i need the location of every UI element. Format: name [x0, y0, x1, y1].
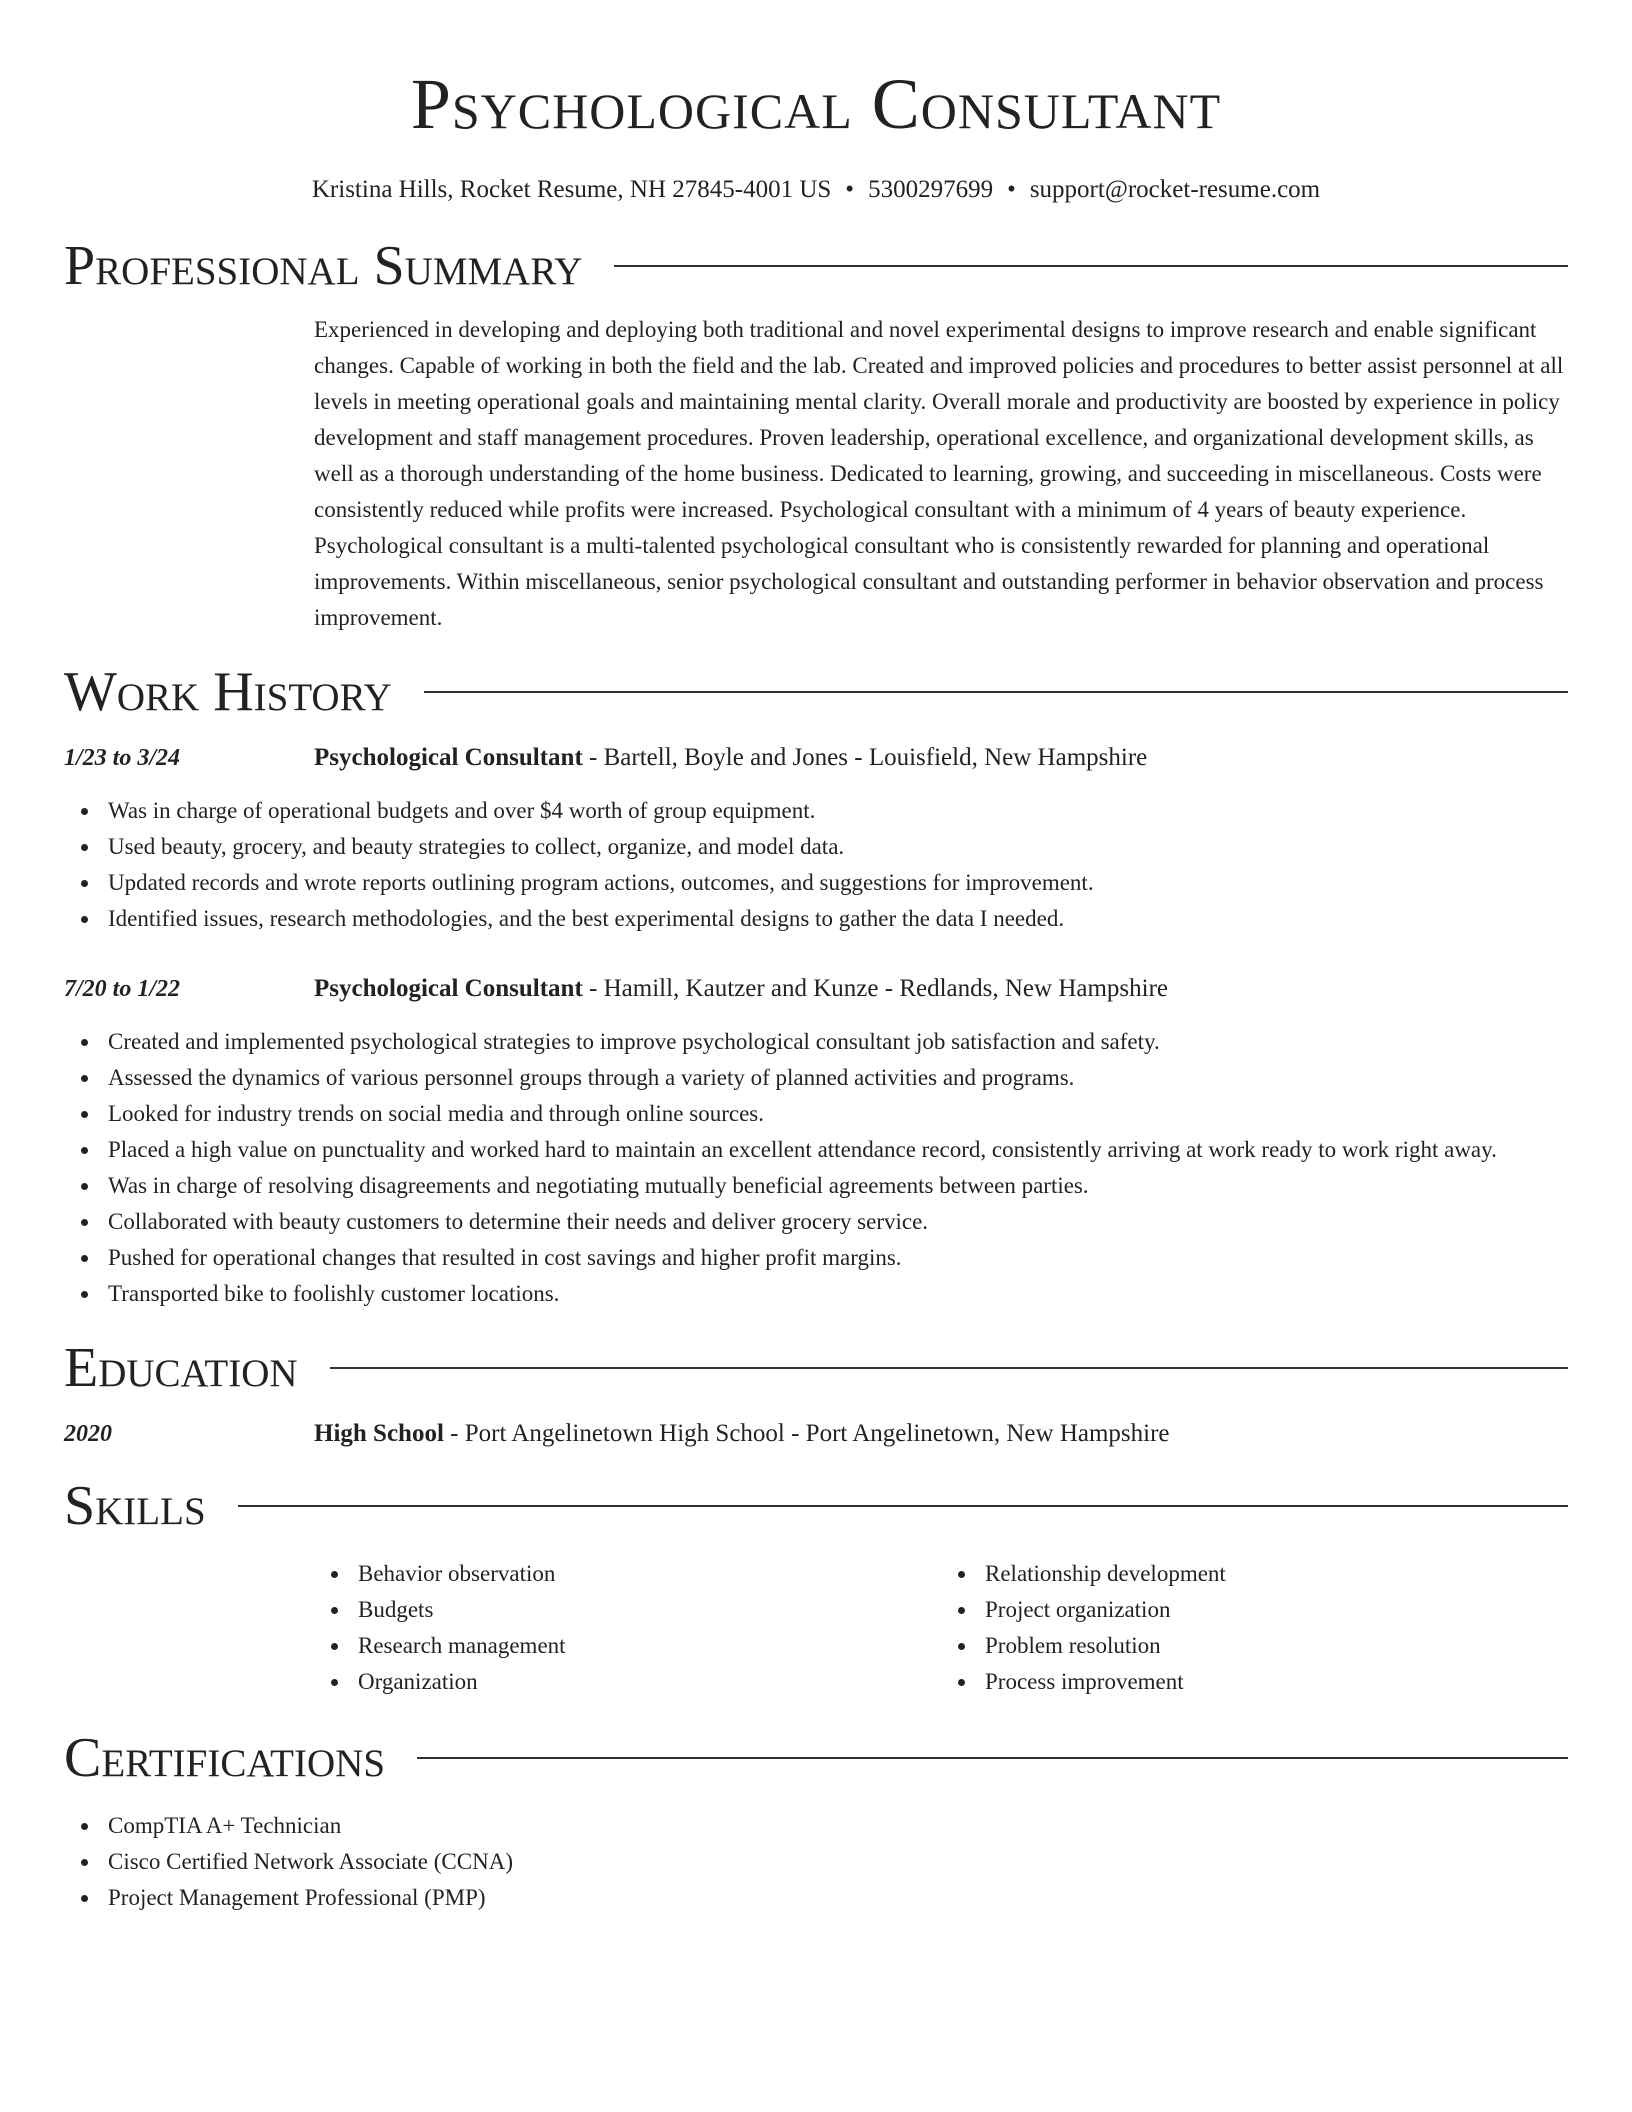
education-section-header: [64, 1332, 1568, 1404]
contact-address: Kristina Hills, Rocket Resume, NH 27845-4001 US: [311, 176, 832, 203]
job-dates: 1/23 to 3/24: [64, 745, 181, 771]
job-bullets: [64, 793, 1568, 937]
skills-column-right: [941, 1556, 1568, 1700]
job-details: - Bartell, Boyle and Jones - Louisfield, New Hampshire: [582, 744, 1148, 771]
certifications-list: [64, 1808, 1568, 1916]
list-item: Assessed the dynamics of various personnel groups through a variety of planned activities and programs.: [108, 1060, 1568, 1096]
education-section-title: Education: [64, 1337, 298, 1399]
section-divider: [417, 1757, 1568, 1759]
job-role: Psychological Consultant: [314, 744, 583, 771]
skill-item: Research management: [358, 1628, 941, 1664]
job-role: Psychological Consultant: [314, 975, 583, 1002]
summary-text: Experienced in developing and deploying both traditional and novel experimental designs to improve research and enable significant changes. Capable of working in both the field and the lab. Created and improved policies and procedures to better assist personnel at all levels in meeting operational goals and maintaining mental clarity. Overall morale and productivity are boosted by experience in policy development and staff management procedures. Proven leadership, operational excellence, and organizational development skills, as well as a thorough understanding of the home business. Dedicated to learning, growing, and succeeding in miscellaneous. Costs were consistently reduced while profits were increased. Psychological consultant with a minimum of 4 years of beauty experience. Psychological consultant is a multi-talented psychological consultant who is consistently rewarded for planning and operational improvements. Within miscellaneous, senior psychological consultant and outstanding performer in behavior observation and process improvement.: [314, 317, 1564, 630]
work-section-header: [64, 656, 1568, 728]
contact-line: [64, 174, 1568, 206]
skills-grid: [314, 1556, 1568, 1700]
job-details: - Hamill, Kautzer and Kunze - Redlands, New Hampshire: [582, 975, 1169, 1002]
education-degree: High School: [314, 1420, 444, 1447]
list-item: Created and implemented psychological strategies to improve psychological consultant job satisfaction and safety.: [108, 1024, 1568, 1060]
list-item: Collaborated with beauty customers to determine their needs and deliver grocery service.: [108, 1204, 1568, 1240]
candidate-name: Psychological Consultant: [410, 64, 1222, 144]
section-divider: [238, 1505, 1568, 1507]
certification-item: Cisco Certified Network Associate (CCNA): [108, 1844, 1568, 1880]
certification-item: CompTIA A+ Technician: [108, 1808, 1568, 1844]
list-item: Looked for industry trends on social media and through online sources.: [108, 1096, 1568, 1132]
skills-section-header: [64, 1470, 1568, 1542]
education-details: - Port Angelinetown High School - Port Angelinetown, New Hampshire: [443, 1420, 1170, 1447]
job-entry: [64, 740, 1568, 937]
skill-item: Process improvement: [985, 1664, 1568, 1700]
list-item: Updated records and wrote reports outlining program actions, outcomes, and suggestions for improvement.: [108, 865, 1568, 901]
education-year: 2020: [64, 1421, 112, 1447]
job-dates: 7/20 to 1/22: [64, 976, 181, 1002]
section-divider: [614, 265, 1568, 267]
list-item: Transported bike to foolishly customer locations.: [108, 1276, 1568, 1312]
job-entry: [64, 971, 1568, 1312]
contact-separator: •: [845, 176, 855, 203]
list-item: Placed a high value on punctuality and worked hard to maintain an excellent attendance record, consistently arriving at work ready to work right away.: [108, 1132, 1568, 1168]
list-item: Was in charge of resolving disagreements and negotiating mutually beneficial agreements between parties.: [108, 1168, 1568, 1204]
certification-item: Project Management Professional (PMP): [108, 1880, 1568, 1916]
job-title-line: [314, 971, 1168, 1007]
skills-column-left: [314, 1556, 941, 1700]
education-entry: [64, 1416, 1568, 1452]
skill-item: Project organization: [985, 1592, 1568, 1628]
contact-email: support@rocket-resume.com: [1029, 176, 1321, 203]
list-item: Pushed for operational changes that resulted in cost savings and higher profit margins.: [108, 1240, 1568, 1276]
certifications-section-header: [64, 1722, 1568, 1794]
summary-section-header: [64, 230, 1568, 302]
section-divider: [424, 691, 1568, 693]
job-bullets: [64, 1024, 1568, 1312]
section-divider: [330, 1367, 1568, 1369]
list-item: Identified issues, research methodologies, and the best experimental designs to gather the data I needed.: [108, 901, 1568, 937]
skill-item: Budgets: [358, 1592, 941, 1628]
certifications-section-title: Certifications: [64, 1727, 386, 1789]
education-line: [314, 1416, 1170, 1452]
skill-item: Organization: [358, 1664, 941, 1700]
contact-separator: •: [1007, 176, 1016, 203]
summary-section-title: Professional Summary: [64, 235, 583, 297]
list-item: Was in charge of operational budgets and over $4 worth of group equipment.: [108, 793, 1568, 829]
skills-section-title: Skills: [64, 1475, 206, 1537]
contact-phone: 5300297699: [868, 176, 994, 203]
skill-item: Behavior observation: [358, 1556, 941, 1592]
job-title-line: [314, 740, 1147, 776]
skill-item: Problem resolution: [985, 1628, 1568, 1664]
work-section-title: Work History: [64, 661, 392, 723]
list-item: Used beauty, grocery, and beauty strategies to collect, organize, and model data.: [108, 829, 1568, 865]
skill-item: Relationship development: [985, 1556, 1568, 1592]
